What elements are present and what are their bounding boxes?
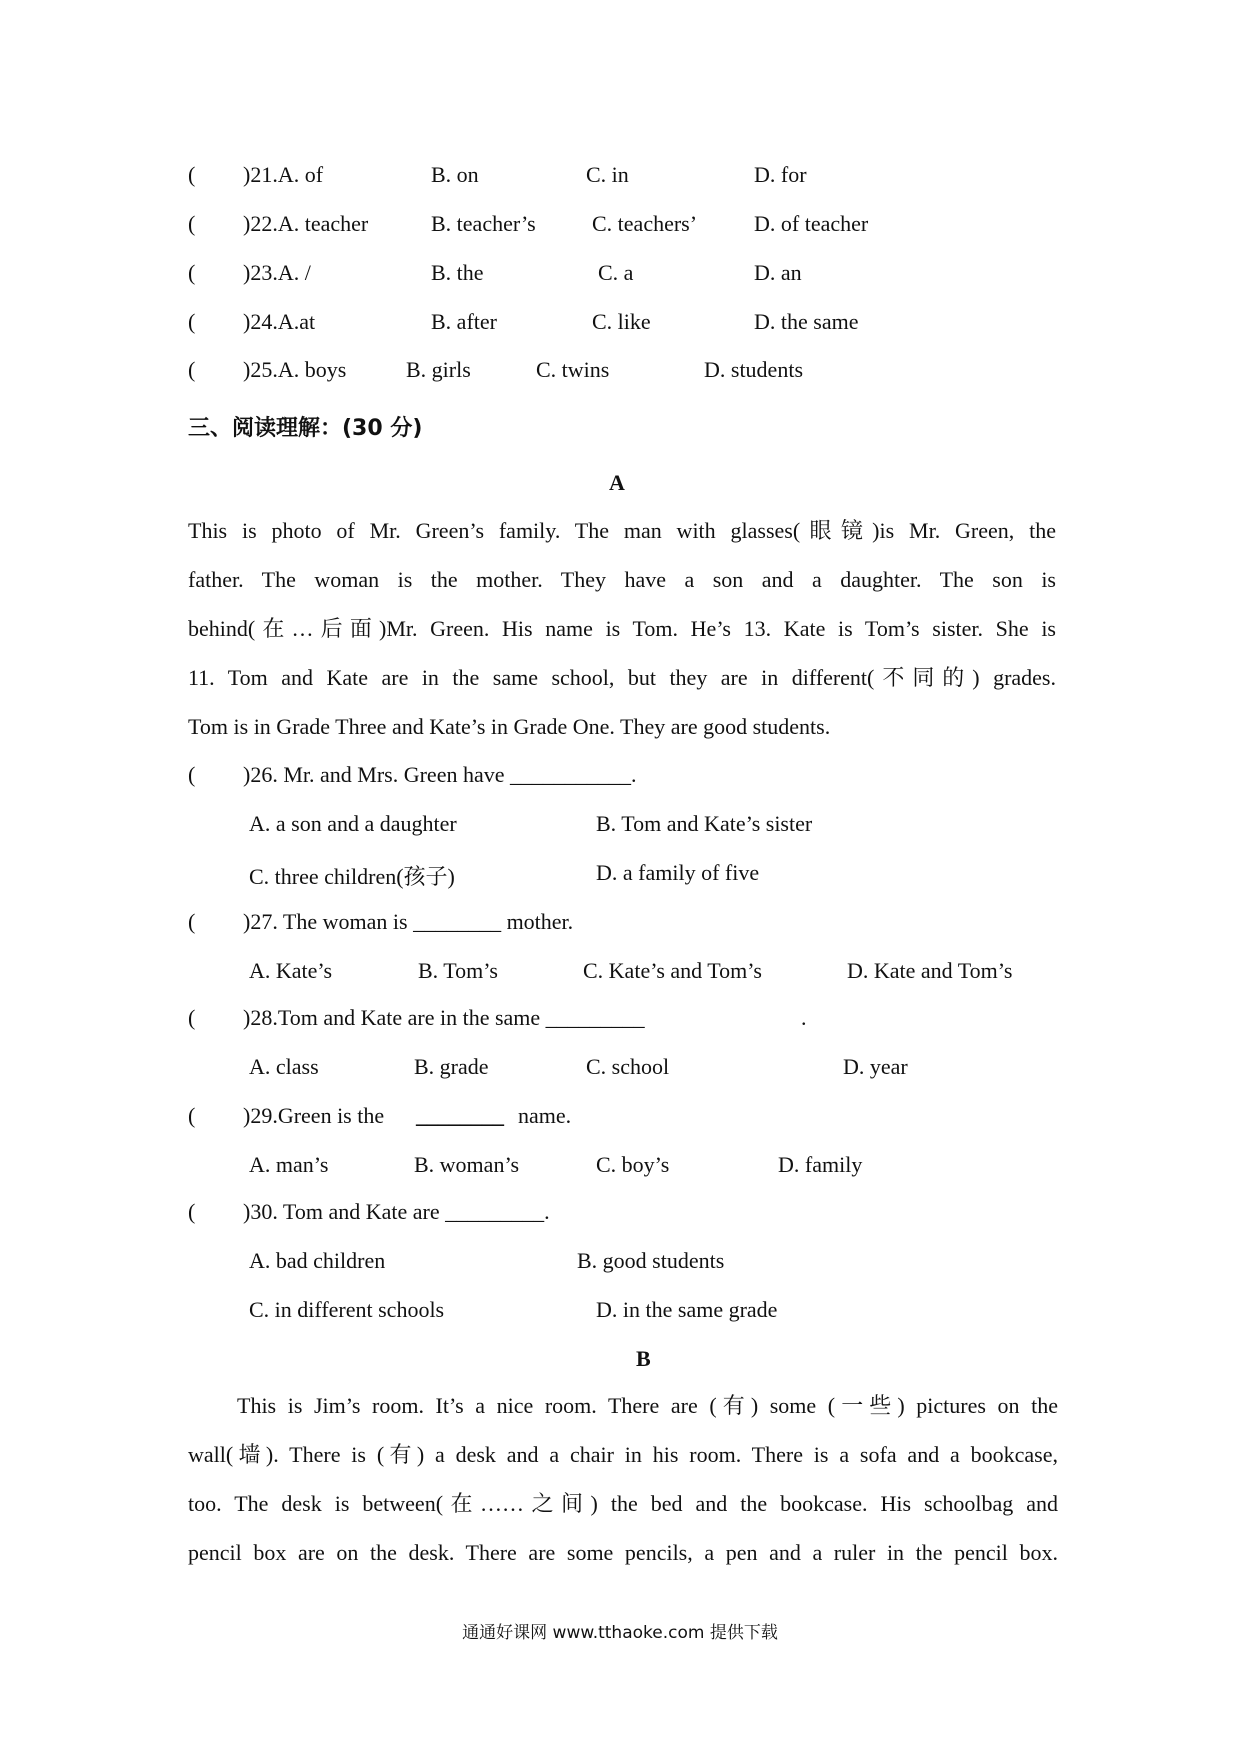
option-c: C. like — [592, 309, 651, 334]
option-a: A. man’s — [249, 1152, 329, 1177]
option-c: C. school — [586, 1054, 670, 1079]
answer-paren: ( — [188, 1005, 196, 1030]
option-d: D. students — [704, 357, 803, 382]
answer-paren: ( — [188, 309, 196, 334]
question-stem: )27. The woman is ________ mother. — [243, 909, 574, 934]
option-d: D. family — [778, 1152, 863, 1177]
option-b: B. girls — [406, 357, 471, 382]
question-stem: )28.Tom and Kate are in the same _________ — [243, 1005, 645, 1030]
passage-line: behind(在…后面)Mr. Green. His name is Tom. He’s 13. Kate is Tom’s sister. She is — [188, 616, 1056, 641]
passage-line: Tom is in Grade Three and Kate’s in Grade One. They are good students. — [188, 714, 831, 739]
answer-paren: ( — [188, 260, 196, 285]
option-d: D. a family of five — [596, 860, 760, 885]
option-b: B. the — [431, 260, 484, 285]
option-a: A. class — [249, 1054, 319, 1079]
option-b: B. on — [431, 162, 479, 187]
question-period: . — [801, 1005, 807, 1030]
passage-line: This is Jim’s room. It’s a nice room. There are (有) some (一些) pictures on the — [237, 1393, 1058, 1418]
answer-paren: ( — [188, 1103, 196, 1128]
option-d: D. for — [754, 162, 807, 187]
option-b: B. Tom’s — [418, 958, 498, 983]
option-b: B. teacher’s — [431, 211, 536, 236]
answer-paren: ( — [188, 762, 196, 787]
passage-line: too. The desk is between(在……之间) the bed and the bookcase. His schoolbag and — [188, 1491, 1058, 1516]
option-b: B. after — [431, 309, 497, 334]
option-c: C. a — [598, 260, 634, 285]
option-c: C. three children(孩子) — [249, 864, 455, 889]
option-c: C. in — [586, 162, 629, 187]
question-stem-end: name. — [518, 1103, 572, 1128]
page-footer: 通通好课网 www.tthaoke.com 提供下载 — [462, 1623, 778, 1643]
option-a: A. a son and a daughter — [249, 811, 457, 836]
passage-line: This is photo of Mr. Green’s family. The man with glasses(眼镜)is Mr. Green, the — [188, 518, 1056, 543]
answer-blank: ________ — [416, 1103, 504, 1128]
question-stem: )25.A. boys — [243, 357, 347, 382]
answer-paren: ( — [188, 211, 196, 236]
passage-line: pencil box are on the desk. There are some pencils, a pen and a ruler in the pencil box. — [188, 1540, 1058, 1565]
option-b: B. good students — [577, 1248, 725, 1273]
option-d: D. of teacher — [754, 211, 869, 236]
passage-b-title: B — [636, 1346, 651, 1371]
answer-paren: ( — [188, 162, 196, 187]
passage-line: father. The woman is the mother. They have a son and a daughter. The son is — [188, 567, 1056, 592]
option-d: D. an — [754, 260, 802, 285]
option-d: D. in the same grade — [596, 1297, 778, 1322]
option-b: B. grade — [414, 1054, 489, 1079]
question-stem: )22.A. teacher — [243, 211, 369, 236]
passage-b-text — [188, 1381, 1058, 1577]
option-d: D. the same — [754, 309, 859, 334]
question-stem: )26. Mr. and Mrs. Green have ___________. — [243, 762, 637, 787]
passage-a-text — [188, 506, 1056, 751]
option-c: C. Kate’s and Tom’s — [583, 958, 762, 983]
option-d: D. Kate and Tom’s — [847, 958, 1013, 983]
answer-paren: ( — [188, 909, 196, 934]
option-c: C. teachers’ — [592, 211, 698, 236]
section-heading: 三、阅读理解：(30 分) — [188, 416, 423, 441]
answer-paren: ( — [188, 1199, 196, 1224]
question-stem: )21.A. of — [243, 162, 324, 187]
option-a: A. Kate’s — [249, 958, 333, 983]
question-stem: )23.A. / — [243, 260, 311, 285]
passage-a-title: A — [609, 470, 625, 495]
option-a: A. bad children — [249, 1248, 386, 1273]
passage-line: wall(墙). There is (有) a desk and a chair in his room. There is a sofa and a bookcase, — [188, 1442, 1058, 1467]
option-c: C. twins — [536, 357, 610, 382]
passage-line: 11. Tom and Kate are in the same school, but they are in different(不同的) grades. — [188, 665, 1056, 690]
option-b: B. woman’s — [414, 1152, 520, 1177]
option-d: D. year — [843, 1054, 908, 1079]
question-stem: )29.Green is the — [243, 1103, 385, 1128]
option-c: C. in different schools — [249, 1297, 445, 1322]
question-stem: )30. Tom and Kate are _________. — [243, 1199, 550, 1224]
option-b: B. Tom and Kate’s sister — [596, 811, 813, 836]
option-c: C. boy’s — [596, 1152, 670, 1177]
answer-paren: ( — [188, 357, 196, 382]
question-stem: )24.A.at — [243, 309, 316, 334]
